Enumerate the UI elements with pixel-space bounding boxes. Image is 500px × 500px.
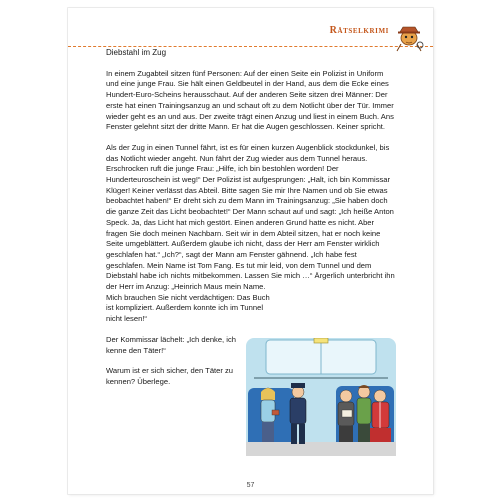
section-label: Rätselkrimi (329, 25, 389, 36)
story-text (106, 48, 396, 388)
train-compartment-illustration (246, 338, 396, 456)
paragraph-conclusion: Der Kommissar lächelt: „Ich denke, ich kenne den Täter!“ (106, 334, 236, 355)
paragraph-question: Warum ist er sich sicher, den Täter zu kennen? Überlege. (106, 366, 234, 386)
paragraph-intro: In einem Zugabteil sitzen fünf Personen: Auf der einen Seite ein Polizist in Uniform und eine junge Frau. Sie hält einen Geldbeutel in der Hand, aus dem die Ecke eines Hundert-Euro-Scheins herausschaut. Auf der anderen Seite sitzen drei Männer: Der erste hat einen Trainingsanzug an und schaut oft zu dem Notlicht über der Tür. Immer wieder geht es an und aus. Der zweite trägt einen Anzug und liest in einem Buch. Ans Fenster gelehnt sitzt der dritte Mann. Er hat die Augen geschlossen. Keiner spricht. (106, 68, 394, 132)
story-title: Diebstahl im Zug (106, 48, 167, 57)
book-page (68, 8, 433, 494)
paragraph-tunnel: Als der Zug in einen Tunnel fährt, ist es für einen kurzen Augenblick stockdunkel, bis das Notlicht wieder angeht. Nun fährt der Zug wieder aus dem Tunnel heraus. Erschrocken ruft die junge Frau: „Hilfe, ich bin bestohlen worden! Der Hunderteuroschein ist weg!“ Der Polizist ist aufgesprungen: „Halt, ich bin Kommissar Klüger! Keiner verlässt das Abteil. Bitte sagen Sie mir Ihre Namen und ob Sie etwas beobachtet haben!“ Er dreht sich zu dem Mann im Trainingsanzug: „Sie haben doch die ganze Zeit das Licht beobachtet!“ Der Mann schaut auf und sagt: „Ich heiße Anton Speck. Ja, das Licht hat mich gestört. Einen anderen Grund hatte es nicht. Aber fragen Sie doch meinen Nachbarn. Seit wir in dem Abteil sitzen, hat er noch keine Seite umgeblättert. Außerdem glaube ich nicht, dass der Herr am Fenster wirklich geschlafen hat.“ „Ich?“, sagt der Mann am Fenster gähnend. „Ich habe fest geschlafen. Mein Name ist Tom Fang. Es tut mir leid, von dem Tunnel und dem Diebstahl habe ich nichts mitbekommen. Lassen Sie mich …“ Ärgerlich unterbricht ihn der Herr im Anzug: „Heinrich Maus mein Name. (106, 142, 395, 292)
detective-mascot-icon (391, 18, 427, 54)
page-header (68, 16, 433, 47)
paragraph-tunnel-continued: Mich brauchen Sie nicht verdächtigen: Das Buch ist kompliziert. Außerdem konnte ich im Tunnel nicht lesen!“ (106, 292, 270, 324)
page-number: 57 (246, 482, 255, 489)
